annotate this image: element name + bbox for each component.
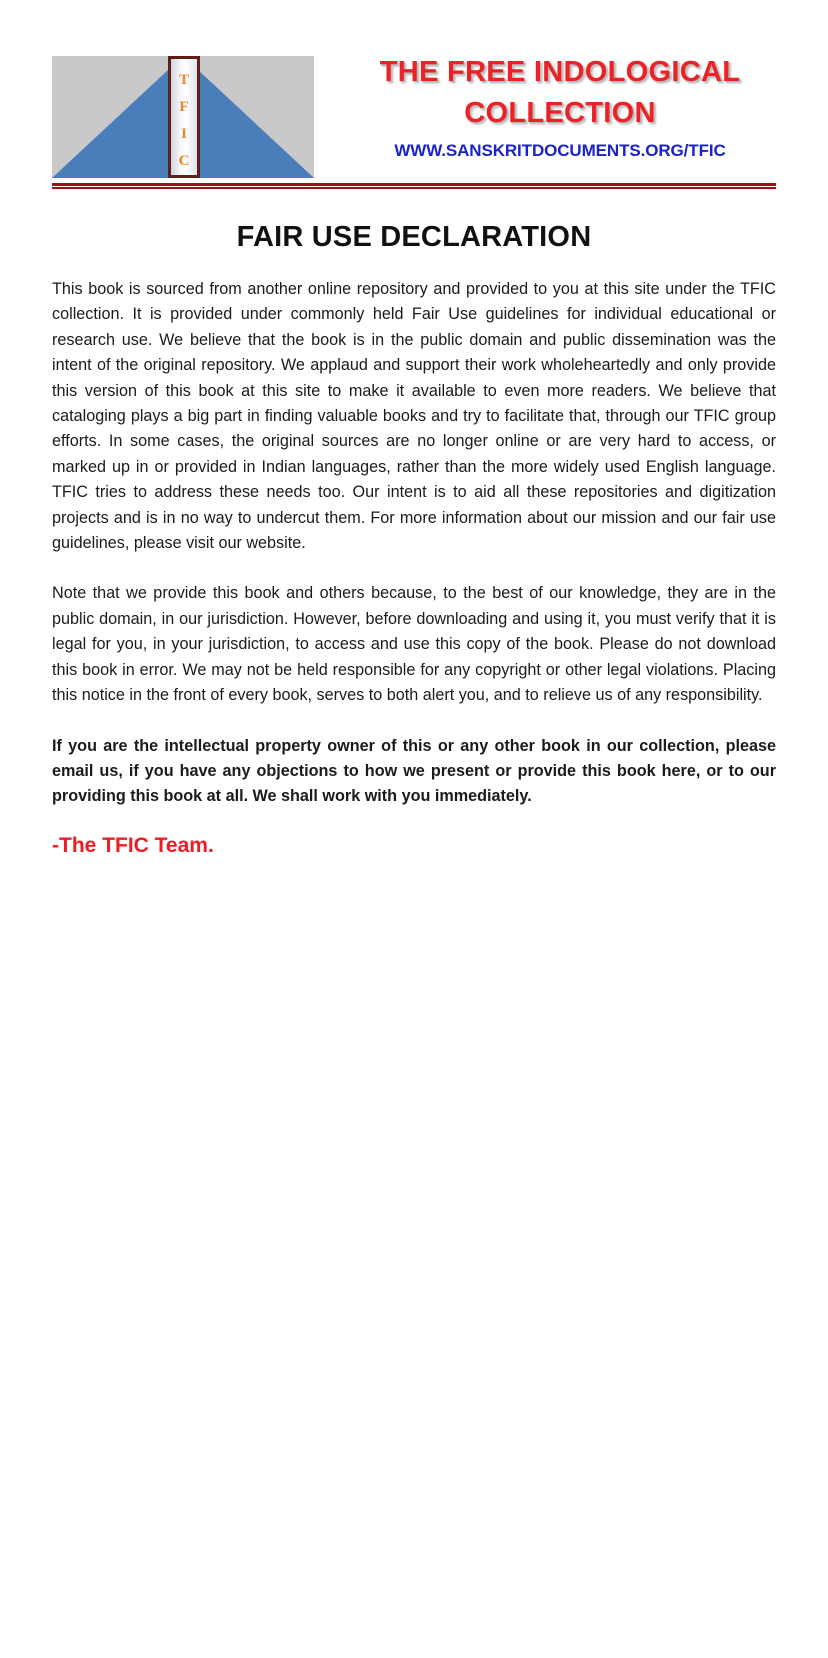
logo-letter-i: I (181, 126, 187, 142)
paragraph-2: Note that we provide this book and others because, to the best of our knowledge, they are in the public domain, in our jurisdiction. However, before downloading and using it, you must verify that it is legal for you, in your jurisdiction, to access and use this copy of the book. Please do not download this book in error. We may not be held responsible for any copyright or other legal violations. Placing this notice in the front of every book, serves to both alert you, and to relieve us of any responsibility. (52, 584, 776, 705)
paragraph-1: This book is sourced from another online repository and provided to you at this site under the TFIC collection. It is provided under commonly held Fair Use guidelines for individual educational or research use. We believe that the book is in the public domain and public dissemination was the intent of the original repository. We applaud and support their work wholeheartedly and only provide this version of this book at this site to make it available to even more readers. We believe that cataloging plays a big part in finding valuable books and try to facilitate that, through our TFIC group efforts. In some cases, the original sources are no longer online or are very hard to access, or marked up in or provided in Indian languages, rather than the more widely used English language. TFIC tries to address these needs too. Our intent is to aid all these repositories and digitization projects and is in no way to undercut them. For more information about our mission and our fair use guidelines, please visit our website. (52, 280, 776, 553)
brand-header (340, 52, 780, 161)
logo-letter-c: C (178, 153, 190, 169)
tfic-pyramid-logo (52, 56, 314, 178)
brand-title-line-2: COLLECTION (464, 97, 656, 129)
brand-website-url[interactable]: WWW.SANSKRITDOCUMENTS.ORG/TFIC (394, 141, 726, 160)
header-divider (52, 183, 776, 190)
signature-line: -The TFIC Team. (52, 833, 214, 857)
logo-letter-f: F (179, 99, 189, 115)
page-title: FAIR USE DECLARATION (236, 221, 592, 253)
declaration-body (52, 277, 776, 859)
page-header (0, 0, 828, 200)
divider-line-thin (52, 187, 776, 189)
logo-letter-strip (168, 56, 200, 178)
paragraph-bold-notice: If you are the intellectual property owner of this or any other book in our collection, please email us, if you have any objections to how we present or provide this book here, or to our providing this book at all. We shall work with you immediately. (52, 736, 776, 806)
logo-letter-t: T (178, 72, 189, 88)
brand-title-line-1: THE FREE INDOLOGICAL (379, 56, 741, 88)
